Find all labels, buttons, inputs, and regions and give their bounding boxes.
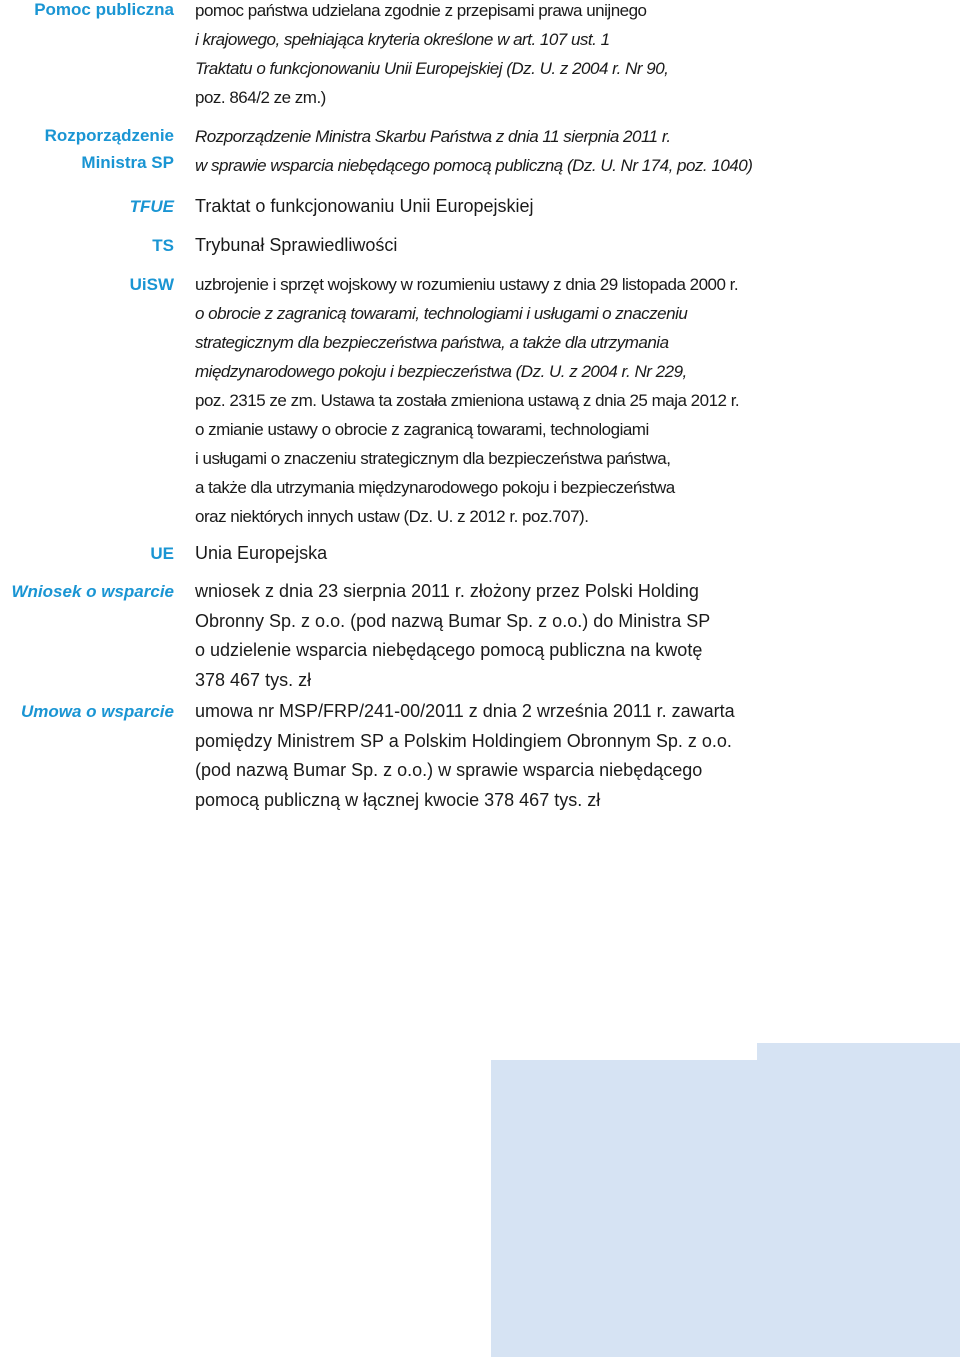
definition-line: pomiędzy Ministrem SP a Polskim Holdingiem Obronnym Sp. z o.o.	[195, 730, 732, 751]
decorative-block-right	[757, 1043, 960, 1357]
definition-wniosek	[195, 577, 710, 695]
definition-line: uzbrojenie i sprzęt wojskowy w rozumieniu ustawy z dnia 29 listopada 2000 r.	[195, 275, 739, 294]
definition-line: i usługami o znaczeniu strategicznym dla bezpieczeństwa państwa,	[195, 449, 671, 468]
definition-line: Traktatu o funkcjonowaniu Unii Europejskiej (Dz. U. z 2004 r. Nr 90,	[195, 59, 669, 78]
definition-line: 378 467 tys. zł	[195, 669, 312, 690]
definition-ue: Unia Europejska	[195, 543, 328, 563]
definition-line: strategicznym dla bezpieczeństwa państwa, a także dla utrzymania	[195, 333, 669, 352]
definition-line: Rozporządzenie Ministra Skarbu Państwa z dnia 11 sierpnia 2011 r.	[195, 127, 671, 146]
definition-umowa	[195, 697, 735, 815]
definition-uisw	[195, 270, 739, 531]
definition-line: poz. 2315 ze zm. Ustawa ta została zmieniona ustawą z dnia 25 maja 2012 r.	[195, 391, 740, 410]
term-pomoc-publiczna: Pomoc publiczna	[34, 0, 174, 19]
definition-tfue: Traktat o funkcjonowaniu Unii Europejskiej	[195, 196, 534, 216]
definition-line: pomoc państwa udzielana zgodnie z przepisami prawa unijnego	[195, 1, 647, 20]
definition-line: w sprawie wsparcia niebędącego pomocą publiczną (Dz. U. Nr 174, poz. 1040)	[195, 156, 753, 175]
definition-line: poz. 864/2 ze zm.)	[195, 88, 326, 107]
definition-line: oraz niektórych innych ustaw (Dz. U. z 2012 r. poz.707).	[195, 507, 589, 526]
term-rozporzadzenie-ministra-sp	[45, 122, 174, 176]
definition-line: i krajowego, spełniająca kryteria określone w art. 107 ust. 1	[195, 30, 610, 49]
definition-line: o zmianie ustawy o obrocie z zagranicą towarami, technologiami	[195, 420, 649, 439]
term-umowa-o-wsparcie: Umowa o wsparcie	[20, 702, 174, 721]
term-line: Rozporządzenie	[44, 126, 174, 145]
definition-ts: Trybunał Sprawiedliwości	[195, 235, 398, 255]
term-ts: TS	[152, 236, 174, 255]
definition-pomoc-publiczna	[195, 0, 668, 112]
term-uisw: UiSW	[129, 275, 174, 294]
definition-line: wniosek z dnia 23 sierpnia 2011 r. złożony przez Polski Holding	[195, 581, 699, 601]
definition-rozporzadzenie	[195, 122, 752, 180]
definition-line: o obrocie z zagranicą towarami, technologiami i usługami o znaczeniu	[195, 304, 688, 323]
term-wniosek-o-wsparcie: Wniosek o wsparcie	[11, 582, 174, 601]
decorative-block-left	[491, 1060, 757, 1357]
definition-line: międzynarodowego pokoju i bezpieczeństwa (Dz. U. z 2004 r. Nr 229,	[195, 362, 687, 381]
definition-line: o udzielenie wsparcia niebędącego pomocą publiczna na kwotę	[195, 640, 703, 660]
definition-line: a także dla utrzymania międzynarodowego pokoju i bezpieczeństwa	[195, 478, 675, 497]
definition-line: pomocą publiczną w łącznej kwocie 378 467 tys. zł	[195, 789, 601, 810]
definition-line: Obronny Sp. z o.o. (pod nazwą Bumar Sp. z o.o.) do Ministra SP	[195, 610, 711, 631]
term-ue: UE	[150, 544, 174, 563]
definition-line: (pod nazwą Bumar Sp. z o.o.) w sprawie wsparcia niebędącego	[195, 760, 703, 780]
term-tfue: TFUE	[129, 197, 174, 216]
term-line: Ministra SP	[81, 153, 174, 172]
definition-line: umowa nr MSP/FRP/241-00/2011 z dnia 2 września 2011 r. zawarta	[195, 701, 735, 721]
